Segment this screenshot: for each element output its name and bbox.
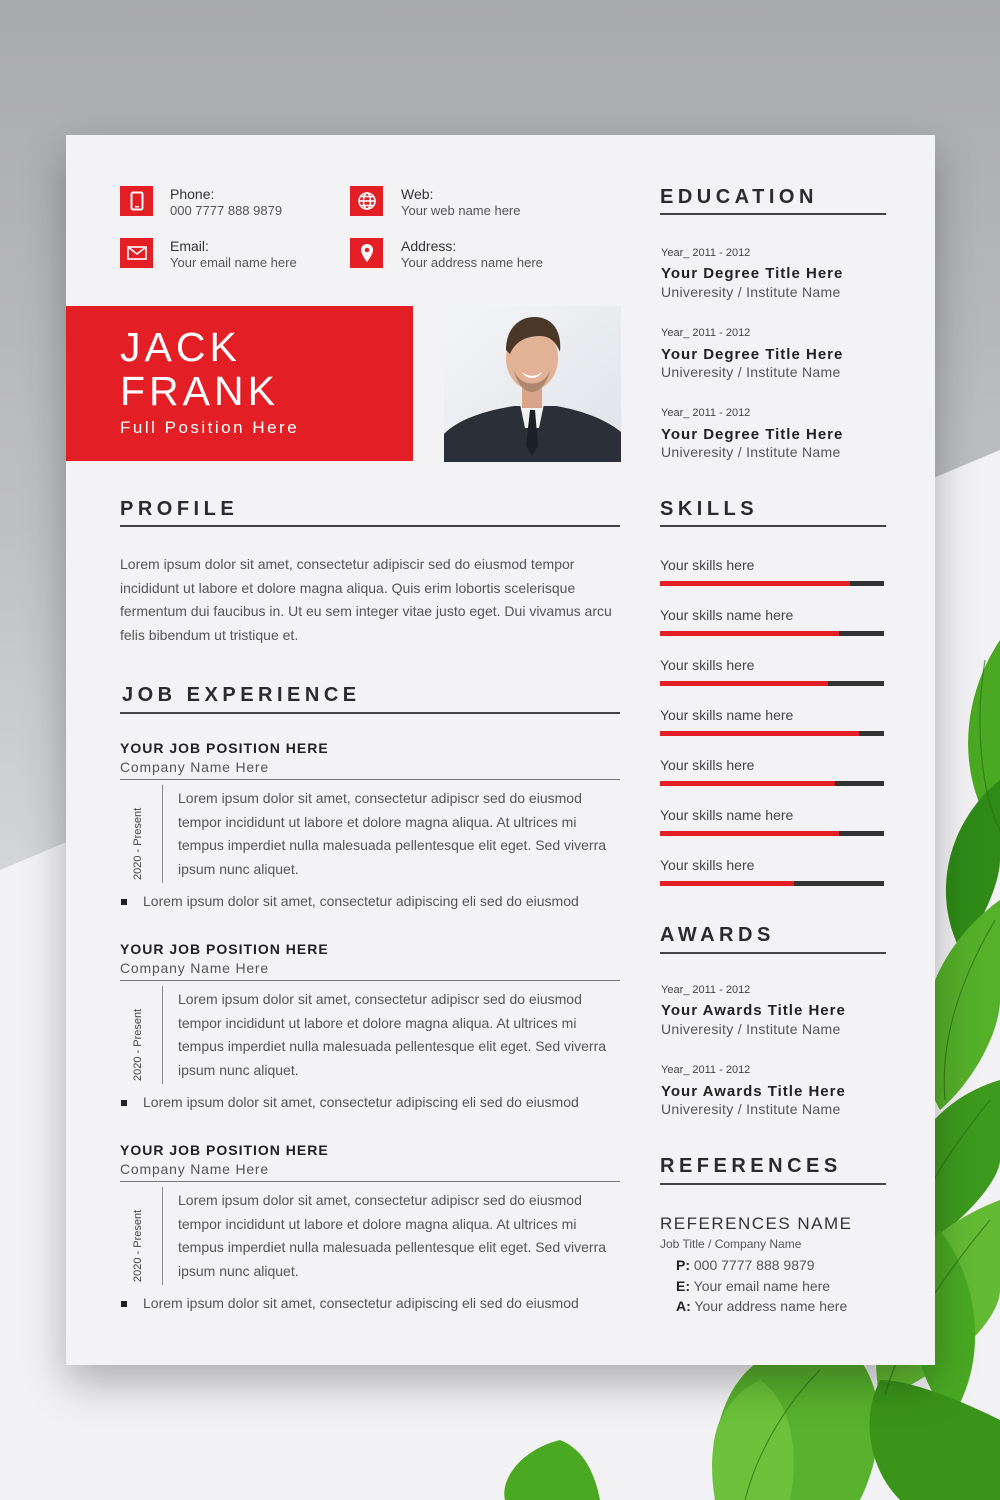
job-description: Lorem ipsum dolor sit amet, consectetur adipiscr sed do eiusmod tempor incididunt ut labore et dolore magna aliqua. At ultrices mi tempus imperdiet nulla malesuada pellentesque elit eget. Sed viverra ipsum nunc aliquet. [178, 790, 607, 877]
name-block [66, 306, 413, 461]
skills-title: SKILLS [660, 498, 759, 520]
references-rule [660, 1183, 886, 1185]
skill-label: Your skills here [660, 557, 755, 573]
award-title: Your Awards Title Here [661, 1083, 846, 1100]
email-label: Email: [170, 238, 209, 254]
job-bullet: Lorem ipsum dolor sit amet, consectetur adipiscing eli sed do eiusmod [143, 1094, 579, 1110]
profile-rule [120, 525, 620, 527]
award-institute: Univeresity / Institute Name [661, 1021, 841, 1037]
skill-bar [660, 681, 884, 686]
education-year: Year_ 2011 - 2012 [661, 247, 751, 259]
skill-label: Your skills name here [660, 707, 794, 723]
skill-bar-fill [660, 831, 839, 836]
education-institute: Univeresity / Institute Name [661, 364, 841, 380]
globe-icon [350, 186, 383, 216]
job-position: YOUR JOB POSITION HERE [120, 740, 329, 756]
job-bullet: Lorem ipsum dolor sit amet, consectetur adipiscing eli sed do eiusmod [143, 893, 579, 909]
job-company: Company Name Here [120, 759, 269, 775]
phone-icon [120, 186, 153, 216]
education-degree: Your Degree Title Here [661, 346, 844, 363]
skill-bar-fill [660, 681, 828, 686]
skill-bar [660, 631, 884, 636]
reference-phone: P: 000 7777 888 9879 [676, 1257, 815, 1273]
job-dates: 2020 - Present [132, 1008, 144, 1081]
job-position: YOUR JOB POSITION HERE [120, 941, 329, 957]
bullet-icon [121, 1301, 127, 1307]
references-title: REFERENCES [660, 1155, 842, 1177]
web-value: Your web name here [401, 203, 521, 218]
envelope-icon [120, 238, 153, 268]
reference-job: Job Title / Company Name [660, 1237, 802, 1251]
skill-bar-fill [660, 731, 859, 736]
reference-email: E: Your email name here [676, 1278, 831, 1294]
phone-label: Phone: [170, 186, 215, 202]
job-bullet: Lorem ipsum dolor sit amet, consectetur adipiscing eli sed do eiusmod [143, 1295, 579, 1311]
education-title: EDUCATION [660, 186, 818, 208]
job-divider [120, 779, 620, 780]
job-company: Company Name Here [120, 960, 269, 976]
address-label: Address: [401, 238, 457, 254]
skill-bar-fill [660, 581, 850, 586]
education-year: Year_ 2011 - 2012 [661, 407, 751, 419]
phone-value: 000 7777 888 9879 [170, 203, 283, 218]
education-degree: Your Degree Title Here [661, 426, 844, 443]
skill-label: Your skills name here [660, 607, 794, 623]
reference-name: REFERENCES NAME [660, 1214, 853, 1233]
skill-bar-fill [660, 631, 839, 636]
address-value: Your address name here [401, 255, 543, 270]
job-company: Company Name Here [120, 1161, 269, 1177]
award-year: Year_ 2011 - 2012 [661, 984, 751, 996]
job-timeline-line [162, 785, 163, 883]
skill-bar [660, 581, 884, 586]
job-divider [120, 1181, 620, 1182]
skill-bar-fill [660, 781, 835, 786]
last-name: FRANK [120, 368, 279, 414]
education-degree: Your Degree Title Here [661, 265, 844, 282]
skill-bar [660, 881, 884, 886]
experience-rule [120, 712, 620, 714]
skill-label: Your skills name here [660, 807, 794, 823]
skill-bar [660, 831, 884, 836]
resume-page [66, 135, 935, 1365]
job-dates: 2020 - Present [132, 1209, 144, 1282]
skills-rule [660, 525, 886, 527]
profile-photo [444, 306, 621, 462]
bullet-icon [121, 899, 127, 905]
skill-bar-fill [660, 881, 794, 886]
experience-title: JOB EXPERIENCE [122, 684, 361, 706]
position-title: Full Position Here [120, 418, 300, 437]
education-rule [660, 213, 886, 215]
skill-bar [660, 731, 884, 736]
bullet-icon [121, 1100, 127, 1106]
skill-bar [660, 781, 884, 786]
profile-title: PROFILE [120, 498, 239, 520]
award-institute: Univeresity / Institute Name [661, 1101, 841, 1117]
job-timeline-line [162, 1187, 163, 1285]
job-description: Lorem ipsum dolor sit amet, consectetur adipiscr sed do eiusmod tempor incididunt ut labore et dolore magna aliqua. At ultrices mi tempus imperdiet nulla malesuada pellentesque elit eget. Sed viverra ipsum nunc aliquet. [178, 1192, 607, 1279]
first-name: JACK [120, 324, 241, 370]
location-pin-icon [350, 238, 383, 268]
job-position: YOUR JOB POSITION HERE [120, 1142, 329, 1158]
education-institute: Univeresity / Institute Name [661, 284, 841, 300]
skill-label: Your skills here [660, 657, 755, 673]
reference-address: A: Your address name here [676, 1298, 848, 1314]
job-timeline-line [162, 986, 163, 1084]
skill-label: Your skills here [660, 757, 755, 773]
education-institute: Univeresity / Institute Name [661, 444, 841, 460]
job-divider [120, 980, 620, 981]
profile-text: Lorem ipsum dolor sit amet, consectetur adipiscir sed do eiusmod tempor incididunt ut labore et dolore magna aliqua. Quis erim lobortis scelerisque fermentum dui faucibus in. Ut eu sem integer vitae justo eget. Dui vivamus arcu felis bibendum ut tristique et. [120, 556, 612, 643]
award-year: Year_ 2011 - 2012 [661, 1064, 751, 1076]
skill-label: Your skills here [660, 857, 755, 873]
education-year: Year_ 2011 - 2012 [661, 327, 751, 339]
awards-rule [660, 952, 886, 954]
job-description: Lorem ipsum dolor sit amet, consectetur adipiscr sed do eiusmod tempor incididunt ut labore et dolore magna aliqua. At ultrices mi tempus imperdiet nulla malesuada pellentesque elit eget. Sed viverra ipsum nunc aliquet. [178, 991, 607, 1078]
job-dates: 2020 - Present [132, 807, 144, 880]
award-title: Your Awards Title Here [661, 1002, 846, 1019]
email-value: Your email name here [170, 255, 297, 270]
web-label: Web: [401, 186, 434, 202]
awards-title: AWARDS [660, 924, 775, 946]
